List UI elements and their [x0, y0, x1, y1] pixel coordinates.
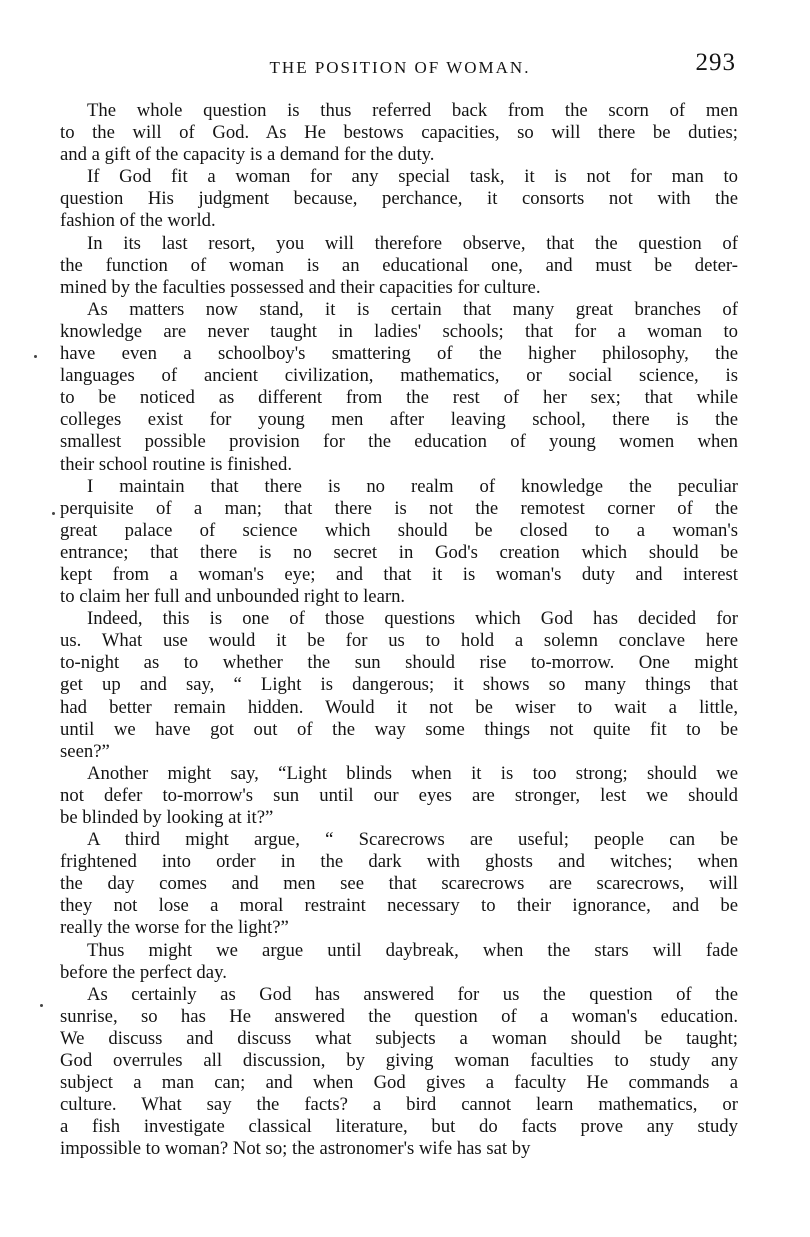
running-title: THE POSITION OF WOMAN.: [269, 58, 531, 77]
text-line: impossible to woman? Not so; the astronomer's wife has sat by: [60, 1138, 531, 1160]
paragraph: [60, 608, 738, 763]
text-line: languages of ancient civilization, mathematics, or social science, is: [60, 365, 738, 387]
text-line: kept from a woman's eye; and that it is woman's duty and interest: [60, 563, 738, 585]
paragraph: [60, 100, 738, 166]
text-line: really the worse for the light?”: [60, 917, 289, 939]
text-line: Indeed, this is one of those questions which God has decided for: [87, 608, 738, 630]
text-line: great palace of science which should be closed to a woman's: [60, 519, 738, 541]
text-line: subject a man can; and when God gives a faculty He commands a: [60, 1072, 738, 1094]
text-line: If God fit a woman for any special task, it is not for man to: [87, 166, 738, 188]
text-line: Another might say, “Light blinds when it is too strong; should we: [87, 762, 738, 784]
text-line: they not lose a moral restraint necessary to their ignorance, and be: [60, 895, 738, 917]
text-line: to the will of God. As He bestows capacities, so will there be duties;: [60, 122, 738, 144]
text-line: We discuss and discuss what subjects a woman should be taught;: [60, 1027, 738, 1049]
text-line: to-night as to whether the sun should rise to-morrow. One might: [60, 652, 738, 674]
text-line: the function of woman is an educational one, and must be deter-: [60, 254, 738, 276]
body-text: [60, 100, 738, 1161]
text-line: get up and say, “ Light is dangerous; it shows so many things that: [60, 674, 738, 696]
text-line: culture. What say the facts? a bird cannot learn mathematics, or: [60, 1094, 738, 1116]
text-line: question His judgment because, perchance, it consorts not with the: [60, 188, 738, 210]
text-line: before the perfect day.: [60, 961, 227, 983]
text-line: colleges exist for young men after leaving school, there is the: [60, 409, 738, 431]
paragraph: [60, 299, 738, 476]
text-line: The whole question is thus referred back from the scorn of men: [87, 100, 738, 121]
page-number: 293: [695, 49, 736, 76]
text-line: mined by the faculties possessed and their capacities for culture.: [60, 276, 541, 298]
text-line: be blinded by looking at it?”: [60, 807, 274, 828]
print-speck: [40, 1004, 43, 1007]
text-line: us. What use would it be for us to hold a solemn conclave here: [60, 630, 738, 652]
print-speck: [34, 355, 37, 358]
text-line: have even a schoolboy's smattering of the higher philosophy, the: [60, 343, 738, 365]
paragraph: [60, 476, 738, 609]
text-line: entrance; that there is no secret in God's creation which should be: [60, 541, 738, 563]
text-line: to claim her full and unbounded right to learn.: [60, 586, 406, 608]
text-line: until we have got out of the way some things not quite fit to be: [60, 718, 738, 740]
paragraph: [60, 984, 738, 1161]
text-line: A third might argue, “ Scarecrows are useful; people can be: [87, 829, 738, 851]
paragraph: [60, 763, 738, 829]
text-line: a fish investigate classical literature, but do facts prove any study: [60, 1116, 738, 1138]
paragraph: [60, 940, 738, 984]
text-line: Thus might we argue until daybreak, when the stars will fade: [87, 939, 738, 961]
text-line: God overrules all discussion, by giving woman faculties to study any: [60, 1050, 738, 1072]
text-line: I maintain that there is no realm of knowledge the peculiar: [87, 475, 738, 497]
text-line: frightened into order in the dark with ghosts and witches; when: [60, 851, 738, 873]
text-line: In its last resort, you will therefore observe, that the question of: [87, 232, 738, 254]
text-line: perquisite of a man; that there is not the remotest corner of the: [60, 497, 738, 519]
paragraph: [60, 233, 738, 299]
text-line: sunrise, so has He answered the question of a woman's education.: [60, 1005, 738, 1027]
text-line: the day comes and men see that scarecrows are scarecrows, will: [60, 873, 738, 895]
text-line: their school routine is finished.: [60, 453, 292, 475]
print-speck: [52, 512, 55, 515]
text-line: not defer to-morrow's sun until our eyes are stronger, lest we should: [60, 784, 738, 806]
text-line: knowledge are never taught in ladies' schools; that for a woman to: [60, 320, 738, 342]
paragraph: [60, 829, 738, 939]
running-head: [60, 48, 740, 82]
paragraph: [60, 166, 738, 232]
text-line: and a gift of the capacity is a demand for the duty.: [60, 144, 435, 166]
text-line: had better remain hidden. Would it not be wiser to wait a little,: [60, 696, 738, 718]
text-line: As matters now stand, it is certain that many great branches of: [87, 298, 738, 320]
text-line: to be noticed as different from the rest of her sex; that while: [60, 387, 738, 409]
text-line: fashion of the world.: [60, 210, 216, 232]
text-line: smallest possible provision for the education of young women when: [60, 431, 738, 453]
text-line: seen?”: [60, 740, 110, 762]
text-line: As certainly as God has answered for us the question of the: [87, 983, 738, 1005]
